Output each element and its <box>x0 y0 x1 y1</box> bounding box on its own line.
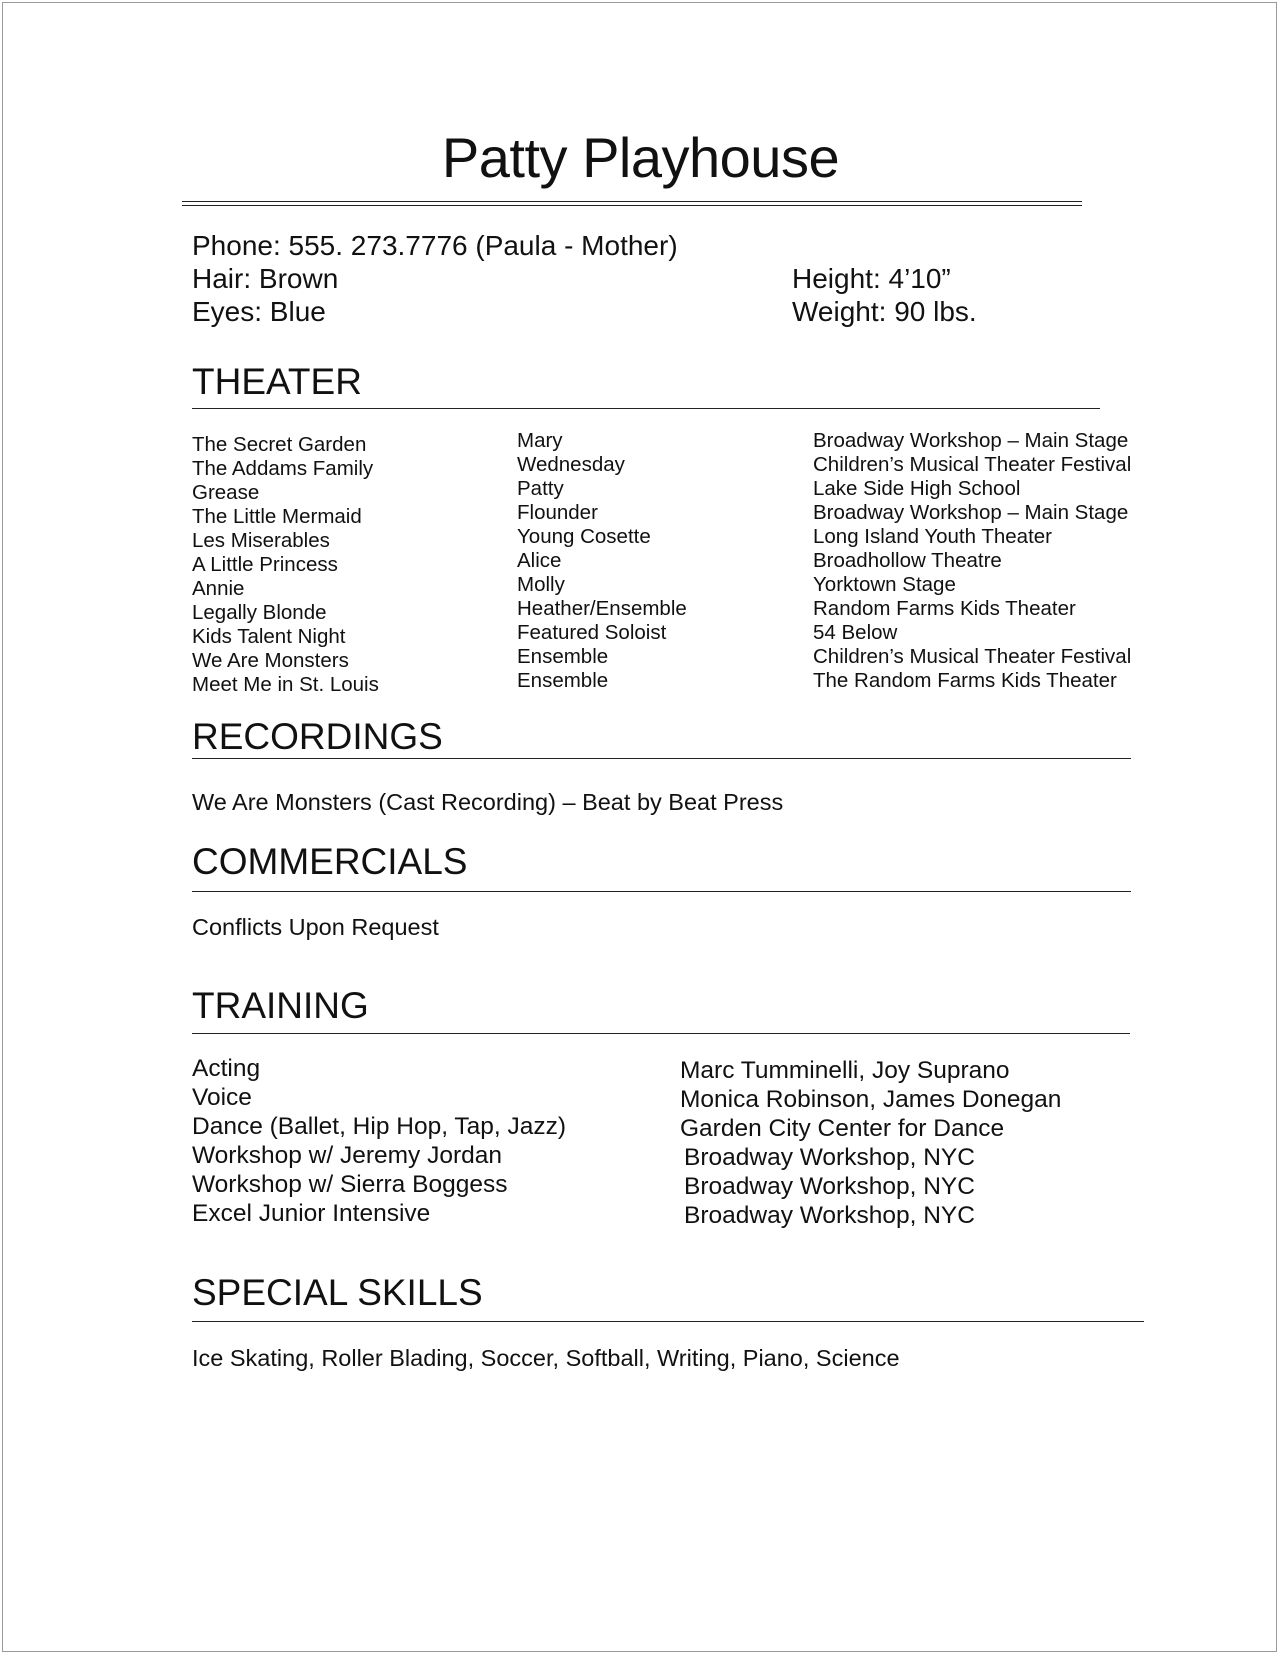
theater-show: Grease <box>192 481 260 504</box>
height-line: Height: 4’10” <box>792 263 951 294</box>
theater-venue: Lake Side High School <box>813 477 1021 500</box>
theater-role: Alice <box>517 549 562 572</box>
theater-venue: The Random Farms Kids Theater <box>813 669 1117 692</box>
theater-shows-column <box>192 433 379 697</box>
theater-role: Young Cosette <box>517 525 651 548</box>
training-teacher: Garden City Center for Dance <box>680 1115 1005 1142</box>
theater-show: Annie <box>192 577 245 600</box>
special-skills-rule <box>192 1321 1144 1322</box>
training-item: Acting <box>192 1055 261 1082</box>
hair-line: Hair: Brown <box>192 263 339 294</box>
training-teacher: Broadway Workshop, NYC <box>684 1173 975 1200</box>
theater-heading: THEATER <box>192 361 362 402</box>
training-items-column <box>192 1054 566 1228</box>
theater-show: Legally Blonde <box>192 601 327 624</box>
theater-venues-column <box>813 429 1131 693</box>
commercials-text: Conflicts Upon Request <box>192 914 439 940</box>
theater-show: Kids Talent Night <box>192 625 346 648</box>
training-teacher: Marc Tumminelli, Joy Suprano <box>680 1057 1010 1084</box>
training-teacher: Broadway Workshop, NYC <box>684 1144 975 1171</box>
training-item: Workshop w/ Jeremy Jordan <box>192 1142 502 1169</box>
title-double-rule <box>182 201 1082 206</box>
theater-role: Flounder <box>517 501 598 524</box>
theater-rule <box>192 408 1100 409</box>
theater-role: Ensemble <box>517 645 609 668</box>
theater-show: The Secret Garden <box>192 433 367 456</box>
theater-role: Featured Soloist <box>517 621 667 644</box>
theater-venue: Children’s Musical Theater Festival <box>813 645 1132 668</box>
training-item: Workshop w/ Sierra Boggess <box>192 1171 508 1198</box>
theater-show: Meet Me in St. Louis <box>192 673 379 696</box>
recordings-heading: RECORDINGS <box>192 716 443 757</box>
theater-role: Patty <box>517 477 564 500</box>
commercials-heading: COMMERCIALS <box>192 841 468 882</box>
recordings-text: We Are Monsters (Cast Recording) – Beat by Beat Press <box>192 789 784 815</box>
theater-show: The Little Mermaid <box>192 505 362 528</box>
special-skills-text: Ice Skating, Roller Blading, Soccer, Softball, Writing, Piano, Science <box>192 1345 900 1371</box>
theater-role: Heather/Ensemble <box>517 597 687 620</box>
training-heading: TRAINING <box>192 985 369 1026</box>
theater-role: Ensemble <box>517 669 609 692</box>
theater-show: The Addams Family <box>192 457 374 480</box>
theater-venue: Broadway Workshop – Main Stage <box>813 429 1129 452</box>
theater-role: Wednesday <box>517 453 625 476</box>
page-title: Patty Playhouse <box>441 126 840 189</box>
theater-show: We Are Monsters <box>192 649 349 672</box>
theater-show: Les Miserables <box>192 529 330 552</box>
training-item: Excel Junior Intensive <box>192 1200 431 1227</box>
theater-venue: Yorktown Stage <box>813 573 956 596</box>
theater-venue: Random Farms Kids Theater <box>813 597 1076 620</box>
training-item: Dance (Ballet, Hip Hop, Tap, Jazz) <box>192 1113 567 1140</box>
special-skills-heading: SPECIAL SKILLS <box>192 1272 483 1313</box>
phone-line: Phone: 555. 273.7776 (Paula - Mother) <box>192 230 678 261</box>
weight-line: Weight: 90 lbs. <box>792 296 977 327</box>
theater-roles-column <box>517 429 687 693</box>
theater-venue: Broadway Workshop – Main Stage <box>813 501 1129 524</box>
training-teacher: Broadway Workshop, NYC <box>684 1202 975 1229</box>
training-teachers-column <box>680 1056 1061 1230</box>
theater-venue: Children’s Musical Theater Festival <box>813 453 1132 476</box>
theater-venue: 54 Below <box>813 621 898 644</box>
theater-venue: Broadhollow Theatre <box>813 549 1002 572</box>
eyes-line: Eyes: Blue <box>192 296 326 327</box>
training-rule <box>192 1033 1130 1034</box>
theater-show: A Little Princess <box>192 553 338 576</box>
theater-role: Mary <box>517 429 563 452</box>
commercials-rule <box>192 891 1131 892</box>
theater-role: Molly <box>517 573 565 596</box>
theater-venue: Long Island Youth Theater <box>813 525 1052 548</box>
training-item: Voice <box>192 1084 252 1111</box>
training-teacher: Monica Robinson, James Donegan <box>680 1086 1062 1113</box>
recordings-rule <box>192 758 1131 759</box>
